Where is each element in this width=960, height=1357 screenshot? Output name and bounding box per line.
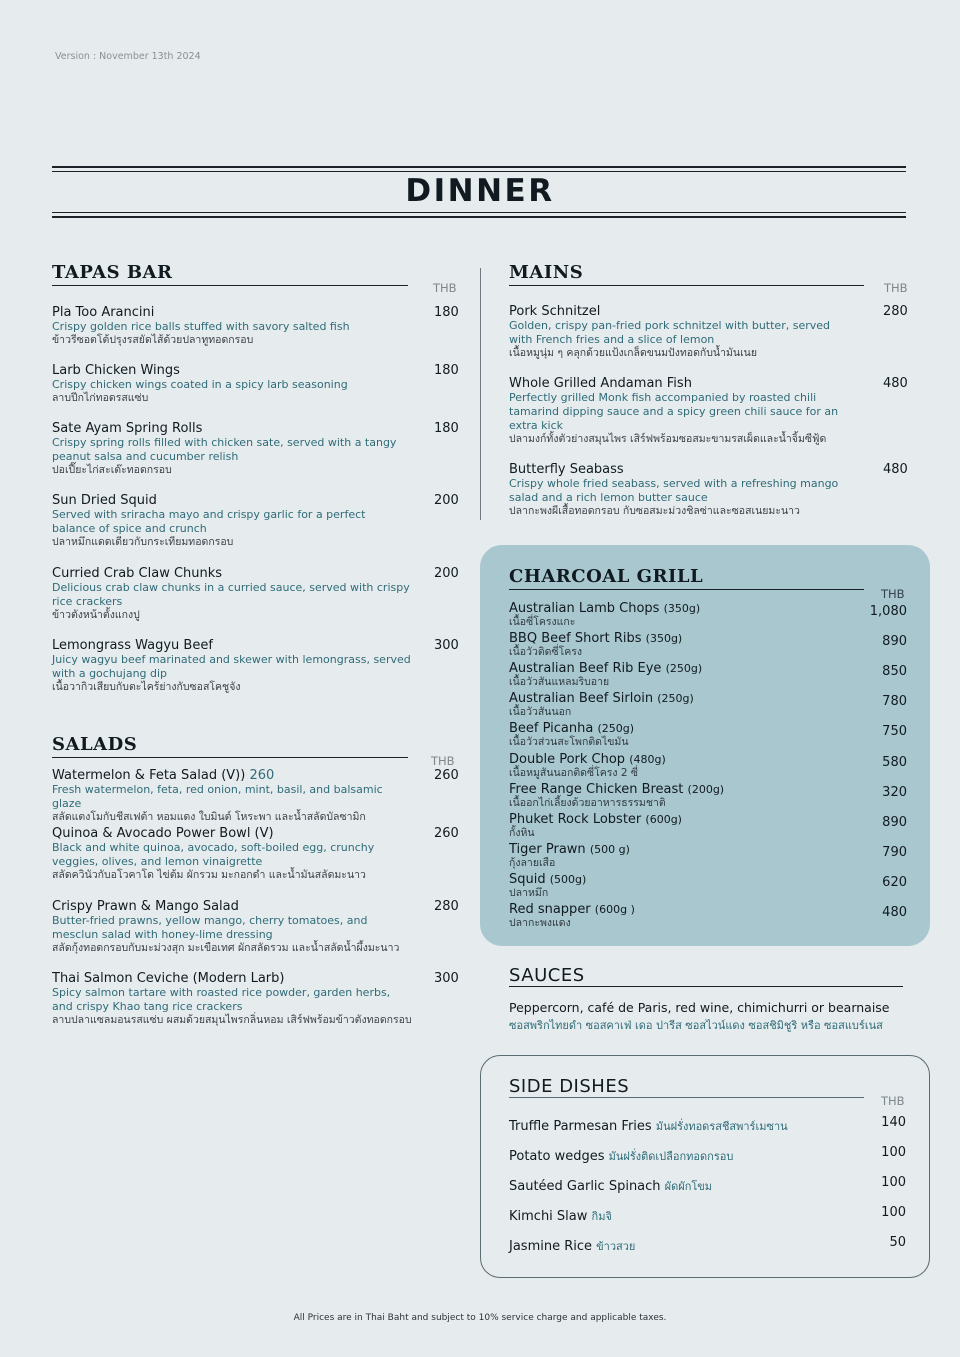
tapas-item-price: 200: [434, 566, 459, 581]
tapas-item-description: Delicious crab claw chunks in a curried sauce, served with crispy rice crackers: [52, 581, 410, 608]
grill-item: [509, 812, 682, 839]
side-dish-thai: มันฝรั่งทอดรสชีสพาร์เมซาน: [655, 1120, 788, 1133]
grill-item-thai: กุ้งลายเสือ: [509, 857, 556, 869]
salads-item-description: Fresh watermelon, feta, red onion, mint, basil, and balsamic glaze: [52, 783, 383, 810]
salads-item-name: Crispy Prawn & Mango Salad: [52, 899, 239, 914]
grill-item-weight: (200g): [687, 783, 725, 796]
tapas-item-name: Pla Too Arancini: [52, 305, 155, 320]
grill-item-weight: (350g): [645, 632, 683, 645]
grill-item-thai: เนื้อวัวติดซี่โครง: [509, 646, 583, 658]
salads-title: SALADS: [52, 734, 138, 755]
header-rule-top-thin: [52, 171, 906, 172]
grill-item-price: 850: [882, 664, 907, 679]
grill-item-thai: เนื้อหมูสันนอกติดซี่โครง 2 ซี่: [509, 767, 639, 779]
tapas-rule: [52, 285, 408, 286]
side-dish-price: 100: [881, 1175, 906, 1190]
grill-item-thai: เนื้อซี่โครงแกะ: [509, 616, 576, 628]
salads-item-price: 300: [434, 971, 459, 986]
grill-item: [509, 691, 694, 718]
grill-item: [509, 782, 724, 809]
tapas-title: TAPAS BAR: [52, 262, 173, 283]
tapas-header: [52, 262, 408, 286]
salads-rule: [52, 757, 408, 758]
grill-item: [509, 752, 666, 779]
sauces-title: SAUCES: [509, 965, 585, 986]
grill-item-thai: เนื้อวัวส่วนสะโพกติดไขมัน: [509, 736, 629, 748]
tapas-item: [52, 363, 412, 405]
grill-item-name: [509, 691, 694, 706]
grill-item: [509, 872, 586, 899]
tapas-item-description: Crispy chicken wings coated in a spicy larb seasoning: [52, 378, 348, 391]
salads-item: [52, 899, 412, 955]
grill-item-weight: (600g): [645, 813, 682, 826]
side-dish-name: Truffle Parmesan Fries: [509, 1119, 652, 1134]
grill-item-price: 620: [882, 875, 907, 890]
grill-item-name: [509, 752, 666, 767]
tapas-item-name: Larb Chicken Wings: [52, 363, 180, 378]
grill-item-weight: (250g): [657, 692, 694, 705]
side-dish-thai: มันฝรั่งติดเปลือกทอดกรอบ: [608, 1150, 734, 1163]
side-dish-thai: กิมจิ: [591, 1210, 612, 1223]
side-dish-price: 100: [881, 1205, 906, 1220]
grill-item-name: [509, 902, 635, 917]
grill-item-name: [509, 812, 682, 827]
side-dish-thai: ผัดผักโขม: [664, 1180, 713, 1193]
grill-item-name: [509, 601, 700, 616]
salads-item-name: Thai Salmon Ceviche (Modern Larb): [52, 971, 285, 986]
sides-title: SIDE DISHES: [509, 1076, 630, 1097]
grill-header: [509, 566, 864, 590]
grill-item: [509, 721, 634, 748]
grill-item-name-text: Red snapper: [509, 902, 591, 917]
column-divider: [480, 268, 481, 520]
grill-item-weight: (500g): [549, 873, 587, 886]
grill-item: [509, 631, 682, 658]
grill-item-name-text: Australian Beef Rib Eye: [509, 661, 662, 676]
salads-item-thai: สลัดแตงโมกับชีสเฟต้า หอมแดง ใบมินต์ โหระพา และน้ำสลัดบัลซามิก: [52, 811, 366, 823]
grill-item: [509, 842, 630, 869]
mains-item-description: Crispy whole fried seabass, served with a refreshing mango salad and a rich lemon butter sauce: [509, 477, 839, 504]
tapas-item: [52, 421, 412, 477]
grill-item-price: 580: [882, 755, 907, 770]
side-dish-item: [509, 1117, 788, 1135]
grill-item-weight: (480g): [629, 753, 666, 766]
grill-item-name-text: Beef Picanha: [509, 721, 594, 736]
tapas-item-description: Served with sriracha mayo and crispy garlic for a perfect balance of spice and crunch: [52, 508, 366, 535]
side-dish-name: Potato wedges: [509, 1149, 605, 1164]
salads-item-inline-price: 260: [245, 768, 275, 783]
grill-item-name-text: Squid: [509, 872, 546, 887]
tapas-item-price: 180: [434, 421, 459, 436]
mains-item-description: Perfectly grilled Monk fish accompanied by roasted chili tamarind dipping sauce and a spicy green chili sauce for an extra kick: [509, 391, 839, 432]
sauces-rule: [509, 986, 903, 987]
tapas-item-thai: ปลาหมึกแดดเดียวกับกระเทียมทอดกรอบ: [52, 536, 234, 548]
sides-rule: [509, 1097, 864, 1098]
mains-item-price: 480: [883, 376, 908, 391]
grill-item-name: [509, 661, 702, 676]
grill-item-name-text: Double Pork Chop: [509, 752, 626, 767]
salads-item: [52, 971, 412, 1027]
salads-item-description: Spicy salmon tartare with roasted rice powder, garden herbs, and crispy Khao tang rice crackers: [52, 986, 391, 1013]
tapas-item-price: 180: [434, 363, 459, 378]
mains-item-price: 480: [883, 462, 908, 477]
mains-currency-label: THB: [884, 281, 908, 295]
grill-item-name-text: Australian Lamb Chops: [509, 601, 660, 616]
salads-item-name: Watermelon & Feta Salad (V)) 260: [52, 768, 275, 783]
sauces-thai: ซอสพริกไทยดำ ซอสคาเฟ่ เดอ ปารีส ซอสไวน์แดง ซอสชิมิชูริ หรือ ซอสแบร์เนส: [509, 1019, 883, 1032]
tapas-item-name: Sun Dried Squid: [52, 493, 157, 508]
salads-header: [52, 734, 408, 758]
sides-header: [509, 1076, 864, 1098]
grill-item-price: 1,080: [869, 604, 907, 619]
grill-item-weight: (350g): [663, 602, 701, 615]
header-rule-bottom: [52, 216, 906, 218]
mains-rule: [509, 285, 864, 286]
side-dish-thai: ข้าวสวย: [596, 1240, 636, 1253]
side-dish-item: [509, 1237, 635, 1255]
tapas-item: [52, 638, 412, 694]
salads-item-description: Butter-fried prawns, yellow mango, cherry tomatoes, and mesclun salad with honey-lime dressing: [52, 914, 368, 941]
header-rule-bottom-thin: [52, 212, 906, 213]
grill-item-thai: ปลากะพงแดง: [509, 917, 571, 929]
grill-item-weight: (600g ): [594, 903, 635, 916]
tapas-item-price: 200: [434, 493, 459, 508]
page-title: DINNER: [405, 173, 555, 209]
mains-item-thai: เนื้อหมูนุ่ม ๆ คลุกด้วยแป้งเกล็ดขนมปังทอดกับน้ำมันเนย: [509, 347, 758, 359]
salads-item-thai: ลาบปลาแซลมอนรสแซ่บ ผสมด้วยสมุนไพรกลิ่นหอม เสิร์ฟพร้อมข้าวตังทอดกรอบ: [52, 1014, 412, 1026]
grill-item: [509, 661, 702, 688]
sides-currency-label: THB: [881, 1094, 905, 1108]
side-dish-item: [509, 1207, 612, 1225]
salads-item-price: 260: [434, 768, 459, 783]
header-rule-top: [52, 166, 906, 168]
grill-item-price: 790: [882, 845, 907, 860]
tapas-item-description: Juicy wagyu beef marinated and skewer with lemongrass, served with a gochujang dip: [52, 653, 411, 680]
grill-item: [509, 902, 635, 929]
tapas-item-thai: ข้าวตังหน้าตั้งแกงปู: [52, 609, 140, 621]
tapas-item-price: 180: [434, 305, 459, 320]
tapas-item: [52, 305, 412, 347]
grill-item-thai: ปลาหมึก: [509, 887, 549, 899]
side-dish-name: Jasmine Rice: [509, 1239, 593, 1254]
salads-item-description: Black and white quinoa, avocado, soft-boiled egg, crunchy veggies, olives, and lemon vinaigrette: [52, 841, 375, 868]
salads-currency-label: THB: [431, 754, 455, 768]
footnote: All Prices are in Thai Baht and subject to 10% service charge and applicable taxes.: [293, 1313, 667, 1323]
grill-item-name-text: Free Range Chicken Breast: [509, 782, 684, 797]
tapas-item-description: Crispy golden rice balls stuffed with savory salted fish: [52, 320, 350, 333]
grill-item-thai: เนื้อวัวสันแหลมริบอาย: [509, 676, 610, 688]
grill-item-name: [509, 782, 724, 797]
mains-item: [509, 376, 847, 446]
mains-item-name: Pork Schnitzel: [509, 304, 601, 319]
sauces-list: Peppercorn, café de Paris, red wine, chimichurri or bearnaise: [509, 1000, 890, 1015]
mains-header: [509, 262, 864, 286]
grill-item-name-text: Australian Beef Sirloin: [509, 691, 654, 706]
grill-item-price: 320: [882, 785, 907, 800]
tapas-currency-label: THB: [433, 281, 457, 295]
grill-item-price: 890: [882, 634, 907, 649]
grill-item-weight: (500 g): [589, 843, 630, 856]
tapas-item-description: Crispy spring rolls filled with chicken sate, served with a tangy peanut salsa and cucumber relish: [52, 436, 397, 463]
grill-item-price: 480: [882, 905, 907, 920]
salads-item-name: Quinoa & Avocado Power Bowl (V): [52, 826, 274, 841]
side-dish-name: Sautéed Garlic Spinach: [509, 1179, 661, 1194]
salads-item-thai: สลัดควินัวกับอโวคาโด ไข่ต้ม ผักรวม มะกอกดำ และน้ำมันสลัดมะนาว: [52, 869, 366, 881]
grill-item-name: [509, 842, 630, 857]
mains-item: [509, 462, 847, 518]
grill-item-weight: (250g): [665, 662, 703, 675]
tapas-item: [52, 566, 412, 622]
grill-item-price: 780: [882, 694, 907, 709]
side-dish-price: 140: [881, 1115, 906, 1130]
grill-item-price: 750: [882, 724, 907, 739]
salads-item-thai: สลัดกุ้งทอดกรอบกับมะม่วงสุก มะเขือเทศ ผักสลัดรวม และน้ำสลัดน้ำผึ้งมะนาว: [52, 942, 400, 954]
tapas-item-name: Curried Crab Claw Chunks: [52, 566, 223, 581]
tapas-item-name: Sate Ayam Spring Rolls: [52, 421, 203, 436]
mains-item-description: Golden, crispy pan-fried pork schnitzel with butter, served with French fries and a slice of lemon: [509, 319, 830, 346]
grill-item-thai: กั้งหิน: [509, 827, 535, 839]
grill-item-name-text: Tiger Prawn: [509, 842, 586, 857]
grill-item-name: [509, 872, 586, 887]
side-dish-name: Kimchi Slaw: [509, 1209, 588, 1224]
tapas-item-thai: เนื้อวากิวเสียบกับตะไคร้ย่างกับซอสโคชูจัง: [52, 681, 241, 693]
grill-item-name-text: BBQ Beef Short Ribs: [509, 631, 642, 646]
mains-item: [509, 304, 847, 360]
grill-item-name: [509, 721, 634, 736]
grill-rule: [509, 589, 864, 590]
salads-item: [52, 826, 412, 882]
version-label: Version : November 13th 2024: [55, 51, 201, 62]
sauces-header: [509, 965, 903, 987]
salads-item: [52, 768, 412, 824]
grill-item-name: [509, 631, 682, 646]
grill-title: CHARCOAL GRILL: [509, 566, 704, 587]
salads-item-price: 260: [434, 826, 459, 841]
mains-item-name: Butterfly Seabass: [509, 462, 624, 477]
tapas-item-price: 300: [434, 638, 459, 653]
grill-item: [509, 601, 700, 628]
side-dish-item: [509, 1147, 733, 1165]
tapas-item-thai: ลาบปีกไก่ทอดรสแซ่บ: [52, 392, 149, 404]
tapas-item-thai: ข้าวรีซอตโต้ปรุงรสยัดไส้ด้วยปลาทูทอดกรอบ: [52, 334, 254, 346]
grill-item-price: 890: [882, 815, 907, 830]
side-dish-item: [509, 1177, 712, 1195]
mains-item-thai: ปลามงก์ทั้งตัวย่างสมุนไพร เสิร์ฟพร้อมซอสมะขามรสเผ็ดและน้ำจิ้มซีฟู้ด: [509, 433, 827, 445]
tapas-item: [52, 493, 412, 549]
mains-item-thai: ปลากะพงผีเสื้อทอดกรอบ กับซอสมะม่วงชิลซ่าและซอสเนยมะนาว: [509, 505, 800, 517]
grill-item-thai: เนื้ออกไก่เลี้ยงด้วยอาหารธรรมชาติ: [509, 797, 666, 809]
side-dish-price: 50: [889, 1235, 906, 1250]
mains-title: MAINS: [509, 262, 584, 283]
grill-item-weight: (250g): [597, 722, 635, 735]
salads-item-price: 280: [434, 899, 459, 914]
mains-item-name: Whole Grilled Andaman Fish: [509, 376, 692, 391]
grill-item-name-text: Phuket Rock Lobster: [509, 812, 642, 827]
tapas-item-thai: ปอเปี๊ยะไก่สะเต๊ะทอดกรอบ: [52, 464, 172, 476]
side-dish-price: 100: [881, 1145, 906, 1160]
mains-item-price: 280: [883, 304, 908, 319]
tapas-item-name: Lemongrass Wagyu Beef: [52, 638, 213, 653]
grill-currency-label: THB: [881, 587, 905, 601]
grill-item-thai: เนื้อวัวสันนอก: [509, 706, 572, 718]
